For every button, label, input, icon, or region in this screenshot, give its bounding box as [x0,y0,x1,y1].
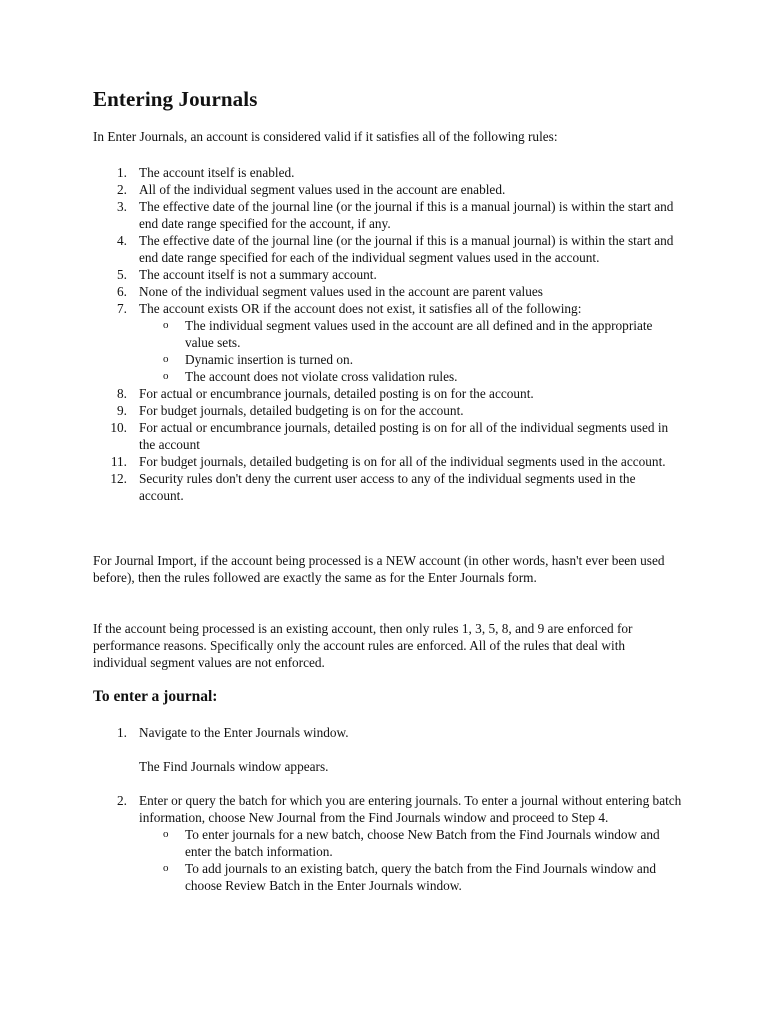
section-heading: To enter a journal: [93,688,218,705]
existing-account-paragraph: If the account being processed is an existing account, then only rules 1, 3, 5, 8, and 9 are enforced for performance reasons. Specifically only the account rules are enforced. All of the rules that deal with individual segment values are not enforced. [93,621,633,670]
sub-item-text: The individual segment values used in the account are all defined and in the appropriate value sets. [185,318,653,350]
rule-number: 11. [110,454,127,469]
step-text: Navigate to the Enter Journals window. [139,725,349,740]
rule-item [93,181,683,198]
rule-text: The effective date of the journal line (or the journal if this is a manual journal) is within the start and end date range specified for the account, if any. [139,199,674,231]
rule-text: For budget journals, detailed budgeting is on for the account. [139,403,464,418]
rule-item [93,232,683,266]
rule-number: 10. [110,420,127,435]
rule-number: 2. [117,182,127,197]
step-note: The Find Journals window appears. [139,759,329,774]
procedure-steps-list [93,724,683,894]
sub-item-text: To enter journals for a new batch, choose New Batch from the Find Journals window and enter the batch information. [185,827,660,859]
rule-item [93,453,683,470]
rule-text: The account exists OR if the account does not exist, it satisfies all of the following: [139,301,582,316]
rule-text: All of the individual segment values used in the account are enabled. [139,182,506,197]
rule-text: The account itself is enabled. [139,165,295,180]
sub-item-text: Dynamic insertion is turned on. [185,352,354,367]
rule-number: 1. [117,165,127,180]
rule-text: For actual or encumbrance journals, detailed posting is on for all of the individual segments used in the account [139,420,669,452]
sub-item-text: To add journals to an existing batch, query the batch from the Find Journals window and choose Review Batch in the Enter Journals window. [185,861,657,893]
rule-sub-list [139,317,683,385]
rule-text: For actual or encumbrance journals, detailed posting is on for the account. [139,386,534,401]
validity-rules-list [93,164,683,504]
page-title: Entering Journals [93,87,258,111]
rule-text: Security rules don't deny the current user access to any of the individual segments used in the account. [139,471,636,503]
sub-item-text: The account does not violate cross validation rules. [185,369,458,384]
step-item [93,792,683,894]
rule-item [93,385,683,402]
rule-number: 4. [117,233,127,248]
sub-list-item [93,826,683,860]
step-item [93,724,683,775]
rule-number: 5. [117,267,127,282]
rule-item [93,198,683,232]
bullet-icon: o [163,862,169,874]
sub-list-item [93,317,683,351]
rule-number: 9. [117,403,127,418]
step-number: 2. [117,793,127,808]
journal-import-paragraph: For Journal Import, if the account being processed is a NEW account (in other words, hasn't ever been used before), then the rules followed are exactly the same as for the Enter Journals form. [93,553,665,585]
step-text: Enter or query the batch for which you are entering journals. To enter a journal without entering batch information, choose New Journal from the Find Journals window and proceed to Step 4. [139,793,682,825]
rule-item [93,300,683,385]
rule-text: The effective date of the journal line (or the journal if this is a manual journal) is within the start and end date range specified for each of the individual segment values used in the account. [139,233,674,265]
rule-item [93,419,683,453]
rule-number: 12. [110,471,127,486]
sub-list-item [93,860,683,894]
bullet-icon: o [163,353,169,365]
sub-list-item [93,351,683,368]
rule-number: 7. [117,301,127,316]
rule-item [93,164,683,181]
bullet-icon: o [163,828,169,840]
rule-number: 3. [117,199,127,214]
bullet-icon: o [163,319,169,331]
rule-item [93,283,683,300]
rule-number: 6. [117,284,127,299]
intro-paragraph: In Enter Journals, an account is considered valid if it satisfies all of the following rules: [93,129,558,144]
step-number: 1. [117,725,127,740]
rule-item [93,470,683,504]
sub-list-item [93,368,683,385]
rule-item [93,402,683,419]
rule-number: 8. [117,386,127,401]
bullet-icon: o [163,370,169,382]
rule-text: For budget journals, detailed budgeting is on for all of the individual segments used in the account. [139,454,666,469]
rule-text: The account itself is not a summary account. [139,267,377,282]
rule-text: None of the individual segment values used in the account are parent values [139,284,543,299]
rule-item [93,266,683,283]
step-sub-list [139,826,683,894]
